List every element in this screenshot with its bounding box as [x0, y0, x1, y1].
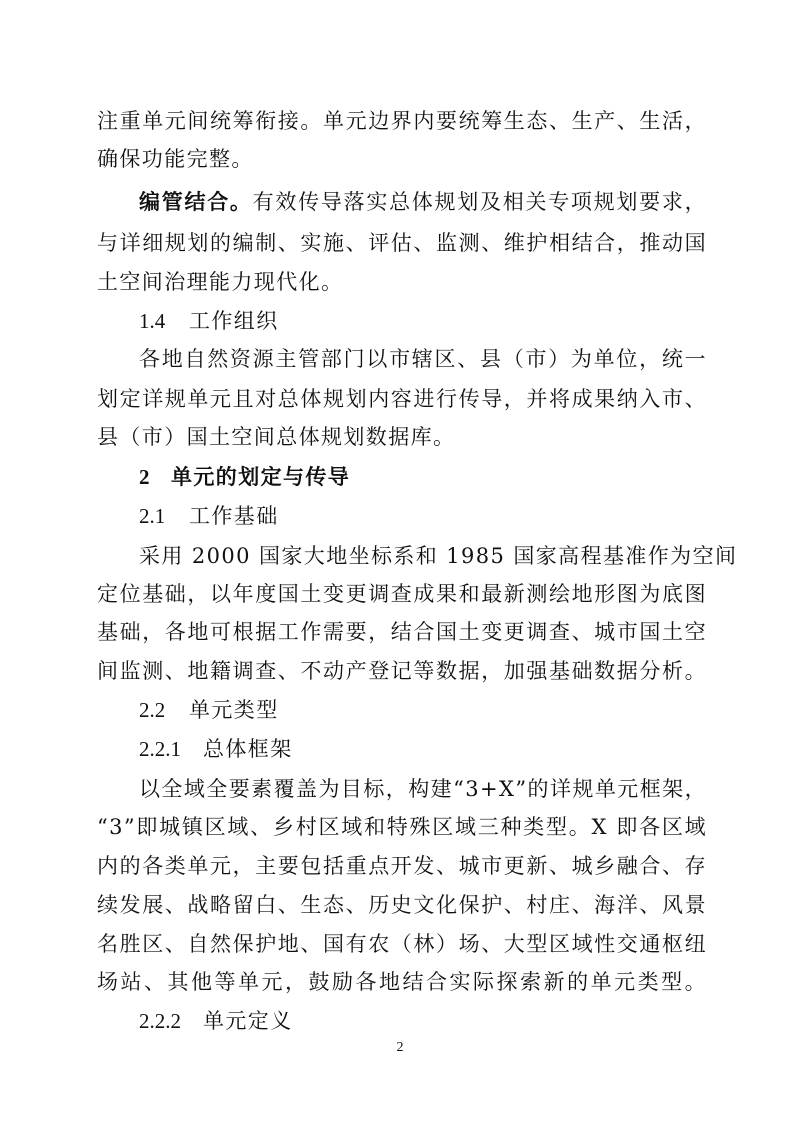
section-heading-1-4	[139, 307, 749, 335]
paragraph-line: 定位基础，以年度国土变更调查成果和最新测绘地形图为底图	[97, 582, 707, 606]
paragraph-line: 划定详规单元且对总体规划内容进行传导，并将成果纳入市、	[97, 387, 707, 411]
paragraph-line: 续发展、战略留白、生态、历史文化保护、村庄、海洋、风景	[97, 893, 707, 917]
section-heading-2-2-2	[139, 1007, 749, 1035]
paragraph-line: 基础，各地可根据工作需要，结合国土变更调查、城市国土空	[97, 620, 707, 644]
section-title: 单元定义	[203, 1009, 293, 1033]
bold-lead-text: 编管结合。	[139, 190, 253, 214]
paragraph-line: 名胜区、自然保护地、国有农（林）场、大型区域性交通枢纽	[97, 932, 707, 956]
section-title: 工作基础	[189, 504, 279, 528]
section-heading-2-1	[139, 502, 749, 530]
paragraph-line: 各地自然资源主管部门以市辖区、县（市）为单位，统一	[139, 347, 707, 371]
paragraph-text: 有效传导落实总体规划及相关专项规划要求，	[252, 190, 708, 214]
page-number: 2	[396, 1040, 404, 1055]
paragraph-line: 场站、其他等单元，鼓励各地结合实际探索新的单元类型。	[97, 970, 707, 994]
paragraph-line: 内的各类单元，主要包括重点开发、城市更新、城乡融合、存	[97, 854, 707, 878]
section-heading-2	[139, 463, 749, 491]
section-heading-2-2-1	[139, 735, 749, 763]
section-title: 单元类型	[189, 698, 279, 722]
section-title: 单元的划定与传导	[171, 465, 351, 489]
section-title: 工作组织	[189, 309, 279, 333]
paragraph-line: 确保功能完整。	[97, 147, 254, 171]
section-number: 2	[139, 465, 150, 489]
paragraph-line: 以全域全要素覆盖为目标，构建“3+X”的详规单元框架，	[139, 777, 707, 801]
section-number: 2.2.1	[139, 737, 181, 761]
section-title: 总体框架	[203, 737, 293, 761]
section-number: 2.2	[139, 698, 166, 722]
paragraph-line: 与详细规划的编制、实施、评估、监测、维护相结合，推动国	[97, 231, 707, 255]
paragraph-line: 采用 2000 国家大地坐标系和 1985 国家高程基准作为空间	[139, 544, 738, 568]
paragraph-line: 土空间治理能力现代化。	[97, 270, 344, 294]
section-number: 2.1	[139, 504, 166, 528]
section-number: 1.4	[139, 309, 166, 333]
section-number: 2.2.2	[139, 1009, 181, 1033]
paragraph-line: “3”即城镇区域、乡村区域和特殊区域三种类型。X 即各区域	[97, 815, 707, 839]
paragraph-line: 间监测、地籍调查、不动产登记等数据，加强基础数据分析。	[97, 659, 707, 683]
paragraph-line: 注重单元间统筹衔接。单元边界内要统筹生态、生产、生活，	[97, 109, 707, 133]
paragraph-line	[139, 188, 707, 216]
paragraph-line: 县（市）国土空间总体规划数据库。	[97, 425, 456, 449]
section-heading-2-2	[139, 696, 749, 724]
